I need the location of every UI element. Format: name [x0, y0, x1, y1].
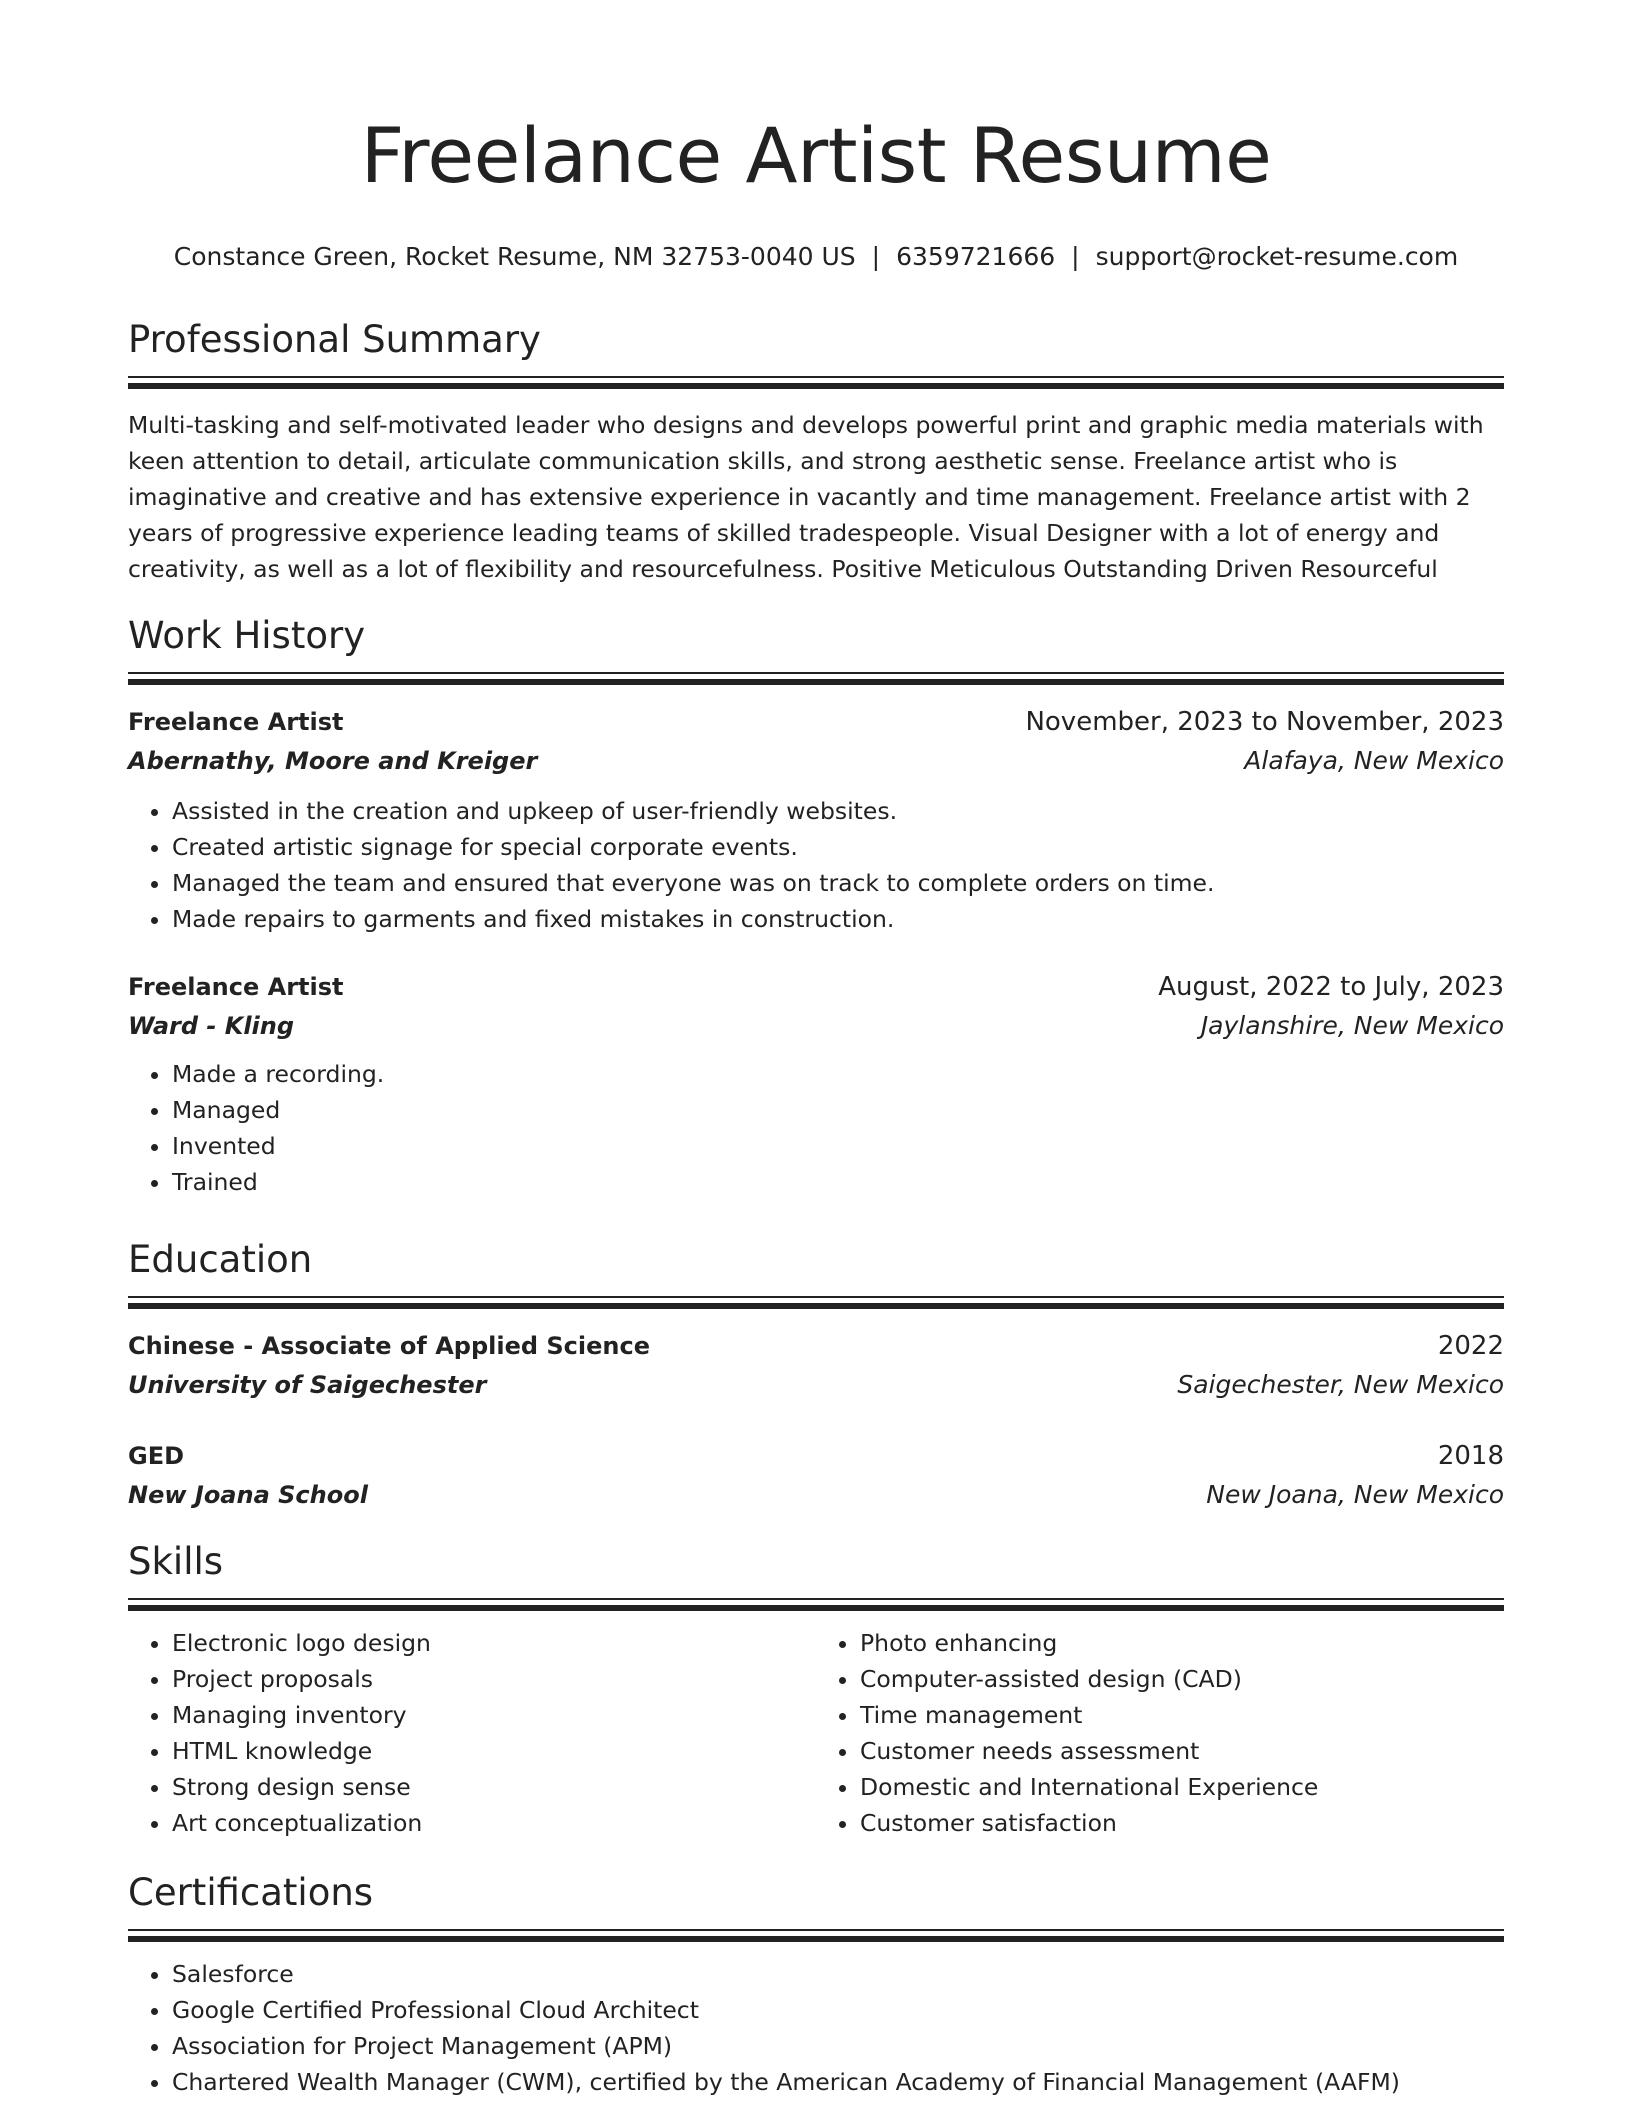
- job-location: Jaylanshire, New Mexico: [1200, 1011, 1504, 1040]
- list-item: • Managing inventory: [172, 1697, 816, 1733]
- section-heading: Work History: [128, 614, 366, 657]
- list-item: • Association for Project Management (APM): [172, 2028, 1504, 2064]
- list-item: • Project proposals: [172, 1661, 816, 1697]
- list-item: • Google Certified Professional Cloud Architect: [172, 1992, 1504, 2028]
- job-dates: August, 2022 to July, 2023: [1158, 972, 1504, 1002]
- list-item: • Time management: [860, 1697, 1504, 1733]
- job-company: Ward - Kling: [128, 1012, 295, 1040]
- work-history-section: [128, 614, 1504, 1200]
- list-item: • Managed the team and ensured that everyone was on track to complete orders on time.: [172, 865, 1504, 901]
- job-location: Alafaya, New Mexico: [1244, 746, 1504, 775]
- list-item: • Domestic and International Experience: [860, 1769, 1504, 1805]
- graduation-year: 2018: [1437, 1441, 1504, 1471]
- section-heading: Education: [128, 1238, 313, 1281]
- school-name: New Joana School: [128, 1481, 368, 1509]
- list-item: • Strong design sense: [172, 1769, 816, 1805]
- certifications-list: [128, 1956, 1504, 2100]
- skills-list-right: [816, 1625, 1504, 1841]
- job-bullets: [128, 793, 1504, 937]
- skills-section: [128, 1540, 1504, 1841]
- contact-line: [128, 242, 1504, 272]
- section-rule: [128, 1598, 1504, 1600]
- graduation-year: 2022: [1437, 1331, 1504, 1361]
- list-item: • Customer satisfaction: [860, 1805, 1504, 1841]
- education-entry: [128, 1327, 1504, 1405]
- list-item: • Photo enhancing: [860, 1625, 1504, 1661]
- certifications-section: [128, 1871, 1504, 2100]
- list-item: • Salesforce: [172, 1956, 1504, 1992]
- list-item: • Electronic logo design: [172, 1625, 816, 1661]
- section-rule-thick: [128, 383, 1504, 389]
- section-heading: Professional Summary: [128, 318, 541, 361]
- resume-title: Freelance Artist Resume: [360, 111, 1272, 200]
- contact-address: Constance Green, Rocket Resume, NM 32753-0040 US: [173, 242, 856, 271]
- section-rule: [128, 1296, 1504, 1298]
- school-location: New Joana, New Mexico: [1206, 1480, 1504, 1509]
- contact-email[interactable]: support@rocket-resume.com: [1095, 242, 1459, 271]
- education-entry: [128, 1437, 1504, 1515]
- list-item: • Computer-assisted design (CAD): [860, 1661, 1504, 1697]
- section-rule: [128, 672, 1504, 674]
- list-item: • Created artistic signage for special corporate events.: [172, 829, 1504, 865]
- contact-separator: |: [1071, 242, 1080, 271]
- section-rule: [128, 1929, 1504, 1931]
- section-heading: Certifications: [128, 1871, 374, 1914]
- list-item: • Invented: [172, 1128, 1504, 1164]
- degree: GED: [128, 1442, 185, 1470]
- section-rule-thick: [128, 1605, 1504, 1611]
- contact-separator: |: [871, 242, 881, 271]
- section-rule: [128, 376, 1504, 378]
- summary-text: Multi-tasking and self-motivated leader who designs and develops powerful print and graphic media materials with keen attention to detail, articulate communication skills, and strong aesthetic sense. Freelance artist who is imaginative and creative and has extensive experience in vacantly and time management. Freelance artist with 2 years of progressive experience leading teams of skilled tradespeople. Visual Designer with a lot of energy and creativity, as well as a lot of flexibility and resourcefulness. Positive Meticulous Outstanding Driven Resourceful: [128, 411, 1484, 583]
- list-item: • Assisted in the creation and upkeep of user-friendly websites.: [172, 793, 1504, 829]
- list-item: • Made repairs to garments and fixed mistakes in construction.: [172, 901, 1504, 937]
- education-section: [128, 1238, 1504, 1515]
- list-item: • Art conceptualization: [172, 1805, 816, 1841]
- school-location: Saigechester, New Mexico: [1177, 1370, 1504, 1399]
- job-dates: November, 2023 to November, 2023: [1025, 707, 1504, 737]
- list-item: • Chartered Wealth Manager (CWM), certified by the American Academy of Financial Management (AAFM): [172, 2064, 1504, 2100]
- list-item: • Made a recording.: [172, 1056, 1504, 1092]
- job-title: Freelance Artist: [128, 973, 344, 1001]
- list-item: • Managed: [172, 1092, 1504, 1128]
- summary-section: [128, 318, 1504, 587]
- job-entry: [128, 968, 1504, 1200]
- contact-phone: 6359721666: [896, 242, 1056, 271]
- skills-columns: [128, 1625, 1504, 1841]
- section-rule-thick: [128, 1936, 1504, 1942]
- job-bullets: [128, 1056, 1504, 1200]
- school-name: University of Saigechester: [128, 1371, 487, 1399]
- skills-list-left: [128, 1625, 816, 1841]
- list-item: • Trained: [172, 1164, 1504, 1200]
- job-title: Freelance Artist: [128, 708, 344, 736]
- section-rule-thick: [128, 679, 1504, 685]
- job-entry: [128, 703, 1504, 937]
- section-rule-thick: [128, 1303, 1504, 1309]
- list-item: • Customer needs assessment: [860, 1733, 1504, 1769]
- list-item: • HTML knowledge: [172, 1733, 816, 1769]
- degree: Chinese - Associate of Applied Science: [128, 1332, 650, 1360]
- job-company: Abernathy, Moore and Kreiger: [128, 747, 538, 775]
- section-heading: Skills: [128, 1540, 224, 1583]
